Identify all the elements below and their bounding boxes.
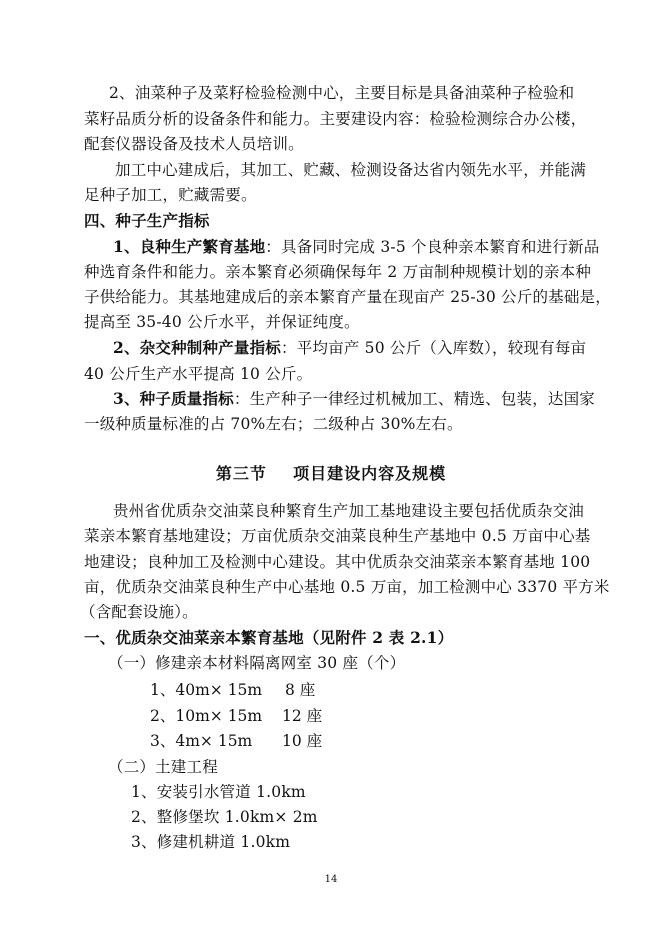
item1-line-1: [113, 237, 599, 257]
para-seed-center-line-2: 菜籽品质分析的设备条件和能力。主要建设内容：检验检测综合办公楼，: [84, 110, 587, 128]
item3-line-2: 一级种质量标准的占 70%左右；二级种占 30%左右。: [84, 415, 463, 433]
item3-text: ：生产种子一律经过机械加工、精选、包装，达国家: [233, 390, 595, 408]
para-seed-center-line-3: 配套仪器设备及技术人员培训。: [84, 135, 304, 153]
item2-line-2: 40 公斤生产水平提高 10 公斤。: [84, 365, 313, 383]
sub1-row-3-count: 10 座: [282, 732, 323, 750]
sub1-title: （一）修建亲本材料隔离网室 30 座（个）: [108, 654, 406, 672]
item2-line-1: [113, 338, 586, 358]
item1-label: 1、良种生产繁育基地: [113, 237, 266, 256]
item3-line-1: [113, 389, 595, 409]
sub1-row-1-spec: 1、40m× 15m: [150, 681, 263, 699]
para-scope-line-1: 贵州省优质杂交油菜良种繁育生产加工基地建设主要包括优质杂交油: [113, 502, 585, 520]
sub1-row-3-spec: 3、4m× 15m: [150, 732, 253, 750]
para-scope-line-3: 地建设；良种加工及检测中心建设。其中优质杂交油菜亲本繁育基地 100: [84, 553, 591, 571]
sub1-row-2-count: 12 座: [282, 707, 323, 725]
sub2-item-2: 2、整修堡坎 1.0km× 2m: [131, 808, 318, 826]
para-scope-line-5: （含配套设施）。: [80, 603, 198, 621]
item1-line-3: 子供给能力。其基地建成后的亲本繁育产量在现亩产 25-30 公斤的基础是，: [84, 288, 611, 306]
section-four-heading: 四、种子生产指标: [84, 211, 210, 230]
sub2-item-3: 3、修建机耕道 1.0km: [131, 833, 291, 851]
section-title: 第三节 项目建设内容及规模: [215, 464, 447, 483]
page-number: 14: [324, 874, 338, 885]
item2-label: 2、杂交种制种产量指标: [113, 338, 281, 357]
para-scope-line-2: 菜亲本繁育基地建设；万亩优质杂交油菜良种生产基地中 0.5 万亩中心基: [84, 527, 591, 545]
para-seed-center-line-1: 2、油菜种子及菜籽检验检测中心，主要目标是具备油菜种子检验和: [109, 84, 575, 102]
item2-text: ：平均亩产 50 公斤（入库数），较现有每亩: [281, 339, 587, 357]
item1-text: ：具备同时完成 3-5 个良种亲本繁育和进行新品: [265, 238, 600, 256]
sub1-row-1-count: 8 座: [285, 681, 316, 699]
sub2-title: （二）土建工程: [108, 758, 218, 776]
item1-line-2: 种选育条件和能力。亲本繁育必须确保每年 2 万亩制种规模计划的亲本种: [84, 263, 592, 281]
heading-one: 一、优质杂交油菜亲本繁育基地（见附件 2 表 2.1）: [84, 628, 454, 647]
para-processing-line-2: 足种子加工，贮藏需要。: [84, 186, 257, 204]
sub2-item-1: 1、安装引水管道 1.0km: [131, 783, 306, 801]
sub1-row-2-spec: 2、10m× 15m: [150, 707, 263, 725]
item3-label: 3、种子质量指标: [113, 389, 234, 408]
item1-line-4: 提高至 35-40 公斤水平，并保证纯度。: [84, 313, 360, 331]
para-scope-line-4: 亩，优质杂交油菜良种生产中心基地 0.5 万亩，加工检测中心 3370 平方米: [84, 578, 610, 596]
para-processing-line-1: 加工中心建成后，其加工、贮藏、检测设备达省内领先水平，并能满: [115, 161, 587, 179]
